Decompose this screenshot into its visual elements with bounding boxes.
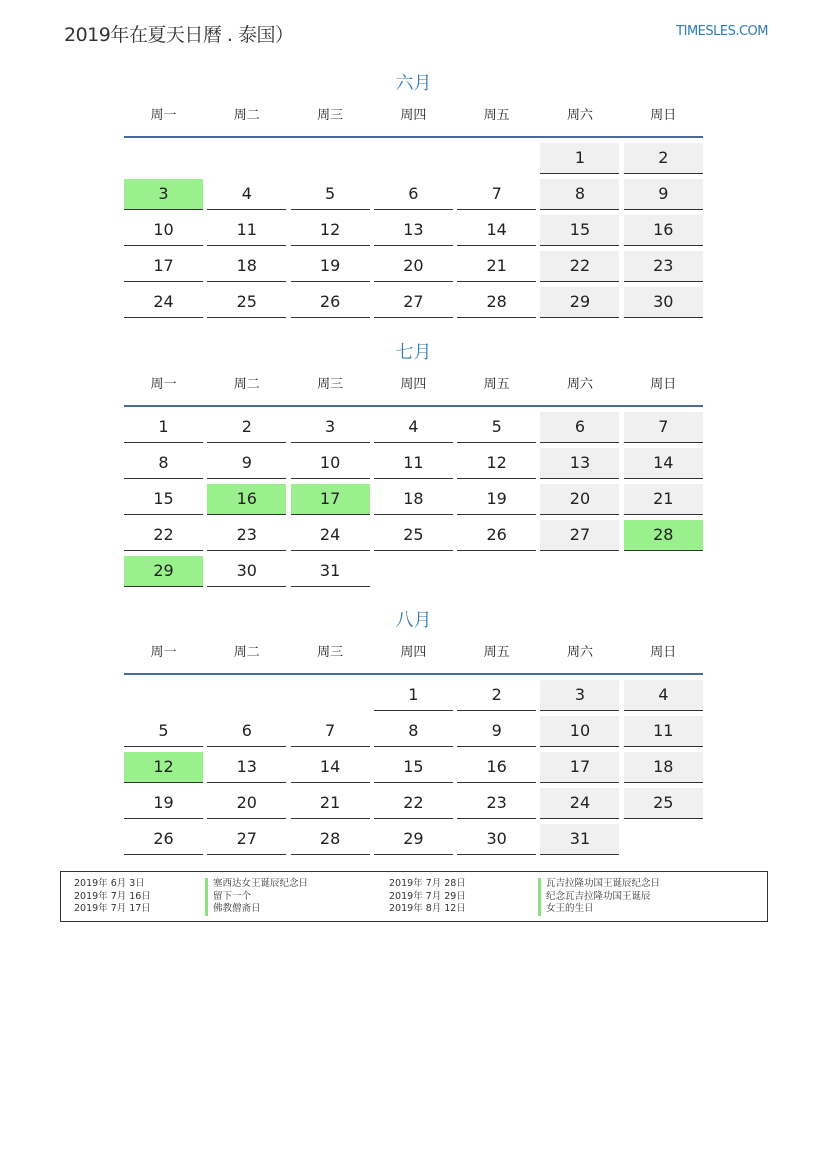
page-title: 2019年在夏天日曆 . 泰国） bbox=[64, 24, 294, 46]
legend-names-left bbox=[205, 878, 308, 916]
day-cell[interactable]: 24 bbox=[291, 520, 370, 551]
day-cell[interactable]: 17 bbox=[124, 251, 203, 282]
day-cell[interactable]: 27 bbox=[540, 520, 619, 551]
header-divider bbox=[124, 405, 703, 407]
day-cell[interactable]: 22 bbox=[540, 251, 619, 282]
days-grid bbox=[124, 412, 703, 587]
day-cell[interactable]: 20 bbox=[540, 484, 619, 515]
weekday-label: 周二 bbox=[233, 645, 260, 660]
legend-holiday-name: 瓦吉拉隆功国王诞辰纪念日 bbox=[538, 878, 660, 891]
day-cell[interactable]: 28 bbox=[457, 287, 536, 318]
legend-date: 2019年 7月 28日 bbox=[389, 878, 466, 889]
weekday-label: 周一 bbox=[150, 377, 177, 392]
day-cell[interactable]: 23 bbox=[207, 520, 286, 551]
day-cell[interactable]: 11 bbox=[374, 448, 453, 479]
legend-date: 2019年 6月 3日 bbox=[74, 878, 145, 889]
day-cell[interactable]: 29 bbox=[374, 824, 453, 855]
weekday-label: 周二 bbox=[233, 108, 260, 123]
day-cell[interactable]: 1 bbox=[540, 143, 619, 174]
day-cell[interactable]: 21 bbox=[457, 251, 536, 282]
month-july bbox=[124, 341, 703, 587]
days-grid bbox=[124, 143, 703, 318]
day-cell[interactable]: 5 bbox=[457, 412, 536, 443]
header-divider bbox=[124, 673, 703, 675]
day-cell[interactable]: 22 bbox=[374, 788, 453, 819]
day-cell[interactable]: 16 bbox=[624, 215, 703, 246]
legend-date: 2019年 8月 12日 bbox=[389, 903, 466, 914]
holiday-day-cell[interactable]: 29 bbox=[124, 556, 203, 587]
legend-holiday-name: 留下一个 bbox=[205, 891, 308, 904]
month-august bbox=[124, 609, 703, 855]
weekday-label: 周四 bbox=[400, 108, 427, 123]
day-cell[interactable]: 23 bbox=[624, 251, 703, 282]
day-cell[interactable]: 20 bbox=[207, 788, 286, 819]
weekday-label: 周日 bbox=[650, 645, 677, 660]
legend-date: 2019年 7月 29日 bbox=[389, 890, 466, 902]
day-cell[interactable]: 30 bbox=[207, 556, 286, 587]
month-title: 六月 bbox=[395, 73, 432, 94]
empty-cell bbox=[124, 680, 203, 711]
day-cell[interactable]: 2 bbox=[207, 412, 286, 443]
legend-date: 2019年 7月 16日 bbox=[74, 890, 151, 902]
weekday-label: 周一 bbox=[150, 645, 177, 660]
weekday-label: 周三 bbox=[317, 377, 344, 392]
day-cell[interactable]: 7 bbox=[624, 412, 703, 443]
day-cell[interactable]: 20 bbox=[374, 251, 453, 282]
weekday-label: 周一 bbox=[150, 108, 177, 123]
day-cell[interactable]: 6 bbox=[374, 179, 453, 210]
day-cell[interactable]: 23 bbox=[457, 788, 536, 819]
day-cell[interactable]: 3 bbox=[540, 680, 619, 711]
holiday-day-cell[interactable]: 12 bbox=[124, 752, 203, 783]
holiday-legend bbox=[60, 871, 768, 922]
day-cell[interactable]: 10 bbox=[540, 716, 619, 747]
weekday-label: 周二 bbox=[233, 377, 260, 392]
day-cell[interactable]: 22 bbox=[124, 520, 203, 551]
legend-date: 2019年 7月 17日 bbox=[74, 903, 151, 914]
weekday-label: 周六 bbox=[566, 645, 593, 660]
day-cell[interactable]: 26 bbox=[457, 520, 536, 551]
weekday-label: 周三 bbox=[317, 108, 344, 123]
day-cell[interactable]: 12 bbox=[457, 448, 536, 479]
empty-cell bbox=[124, 143, 203, 174]
weekday-label: 周四 bbox=[400, 645, 427, 660]
days-grid bbox=[124, 680, 703, 855]
day-cell[interactable]: 8 bbox=[374, 716, 453, 747]
day-cell[interactable]: 9 bbox=[457, 716, 536, 747]
day-cell[interactable]: 1 bbox=[374, 680, 453, 711]
day-cell[interactable]: 27 bbox=[207, 824, 286, 855]
day-cell[interactable]: 13 bbox=[540, 448, 619, 479]
holiday-day-cell[interactable]: 3 bbox=[124, 179, 203, 210]
weekday-label: 周四 bbox=[400, 377, 427, 392]
day-cell[interactable]: 30 bbox=[457, 824, 536, 855]
site-link[interactable]: TIMESLES.COM bbox=[676, 24, 768, 39]
day-cell[interactable]: 18 bbox=[624, 752, 703, 783]
month-title: 八月 bbox=[395, 610, 432, 631]
weekday-header-row bbox=[124, 108, 703, 136]
legend-names-right bbox=[538, 878, 660, 916]
day-cell[interactable]: 13 bbox=[207, 752, 286, 783]
day-cell[interactable]: 24 bbox=[540, 788, 619, 819]
weekday-label: 周五 bbox=[483, 645, 510, 660]
empty-cell bbox=[291, 680, 370, 711]
day-cell[interactable]: 29 bbox=[540, 287, 619, 318]
weekday-label: 周日 bbox=[650, 108, 677, 123]
day-cell[interactable]: 26 bbox=[124, 824, 203, 855]
day-cell[interactable]: 6 bbox=[207, 716, 286, 747]
day-cell[interactable]: 17 bbox=[540, 752, 619, 783]
day-cell[interactable]: 14 bbox=[457, 215, 536, 246]
empty-cell bbox=[457, 143, 536, 174]
day-cell[interactable]: 24 bbox=[124, 287, 203, 318]
day-cell[interactable]: 4 bbox=[374, 412, 453, 443]
empty-cell bbox=[374, 143, 453, 174]
day-cell[interactable]: 18 bbox=[374, 484, 453, 515]
legend-holiday-name: 塞西达女王诞辰纪念日 bbox=[205, 878, 308, 891]
day-cell[interactable]: 7 bbox=[291, 716, 370, 747]
legend-dates-left bbox=[74, 878, 151, 916]
day-cell[interactable]: 5 bbox=[124, 716, 203, 747]
day-cell[interactable]: 19 bbox=[457, 484, 536, 515]
month-title: 七月 bbox=[395, 342, 432, 363]
day-cell[interactable]: 16 bbox=[457, 752, 536, 783]
day-cell[interactable]: 15 bbox=[374, 752, 453, 783]
day-cell[interactable]: 7 bbox=[457, 179, 536, 210]
legend-holiday-name: 佛教僧斋日 bbox=[205, 903, 308, 916]
day-cell[interactable]: 10 bbox=[124, 215, 203, 246]
empty-cell bbox=[207, 680, 286, 711]
holiday-day-cell[interactable]: 17 bbox=[291, 484, 370, 515]
day-cell[interactable]: 21 bbox=[291, 788, 370, 819]
header-divider bbox=[124, 136, 703, 138]
legend-dates-right bbox=[389, 878, 466, 916]
day-cell[interactable]: 27 bbox=[374, 287, 453, 318]
day-cell[interactable]: 25 bbox=[624, 788, 703, 819]
weekday-label: 周日 bbox=[650, 377, 677, 392]
day-cell[interactable]: 19 bbox=[291, 251, 370, 282]
empty-cell bbox=[291, 143, 370, 174]
day-cell[interactable]: 10 bbox=[291, 448, 370, 479]
weekday-label: 周五 bbox=[483, 108, 510, 123]
day-cell[interactable]: 4 bbox=[624, 680, 703, 711]
day-cell[interactable]: 11 bbox=[207, 215, 286, 246]
weekday-label: 周六 bbox=[566, 377, 593, 392]
empty-cell bbox=[207, 143, 286, 174]
day-cell[interactable]: 18 bbox=[207, 251, 286, 282]
month-june bbox=[124, 72, 703, 318]
day-cell[interactable]: 13 bbox=[374, 215, 453, 246]
day-cell[interactable]: 15 bbox=[124, 484, 203, 515]
day-cell[interactable]: 25 bbox=[207, 287, 286, 318]
weekday-header-row bbox=[124, 645, 703, 673]
holiday-day-cell[interactable]: 28 bbox=[624, 520, 703, 551]
day-cell[interactable]: 3 bbox=[291, 412, 370, 443]
day-cell[interactable]: 26 bbox=[291, 287, 370, 318]
day-cell[interactable]: 5 bbox=[291, 179, 370, 210]
day-cell[interactable]: 2 bbox=[624, 143, 703, 174]
day-cell[interactable]: 8 bbox=[124, 448, 203, 479]
day-cell[interactable]: 25 bbox=[374, 520, 453, 551]
legend-holiday-name: 女王的生日 bbox=[538, 903, 660, 916]
day-cell[interactable]: 30 bbox=[624, 287, 703, 318]
day-cell[interactable]: 19 bbox=[124, 788, 203, 819]
holiday-day-cell[interactable]: 16 bbox=[207, 484, 286, 515]
day-cell[interactable]: 31 bbox=[291, 556, 370, 587]
day-cell[interactable]: 9 bbox=[207, 448, 286, 479]
legend-holiday-name: 纪念瓦吉拉隆功国王诞辰 bbox=[538, 891, 660, 904]
day-cell[interactable]: 4 bbox=[207, 179, 286, 210]
day-cell[interactable]: 14 bbox=[291, 752, 370, 783]
day-cell[interactable]: 15 bbox=[540, 215, 619, 246]
day-cell[interactable]: 2 bbox=[457, 680, 536, 711]
day-cell[interactable]: 21 bbox=[624, 484, 703, 515]
day-cell[interactable]: 31 bbox=[540, 824, 619, 855]
day-cell[interactable]: 11 bbox=[624, 716, 703, 747]
day-cell[interactable]: 14 bbox=[624, 448, 703, 479]
day-cell[interactable]: 9 bbox=[624, 179, 703, 210]
day-cell[interactable]: 28 bbox=[291, 824, 370, 855]
weekday-label: 周六 bbox=[566, 108, 593, 123]
weekday-header-row bbox=[124, 377, 703, 405]
day-cell[interactable]: 8 bbox=[540, 179, 619, 210]
day-cell[interactable]: 6 bbox=[540, 412, 619, 443]
weekday-label: 周五 bbox=[483, 377, 510, 392]
day-cell[interactable]: 1 bbox=[124, 412, 203, 443]
weekday-label: 周三 bbox=[317, 645, 344, 660]
day-cell[interactable]: 12 bbox=[291, 215, 370, 246]
